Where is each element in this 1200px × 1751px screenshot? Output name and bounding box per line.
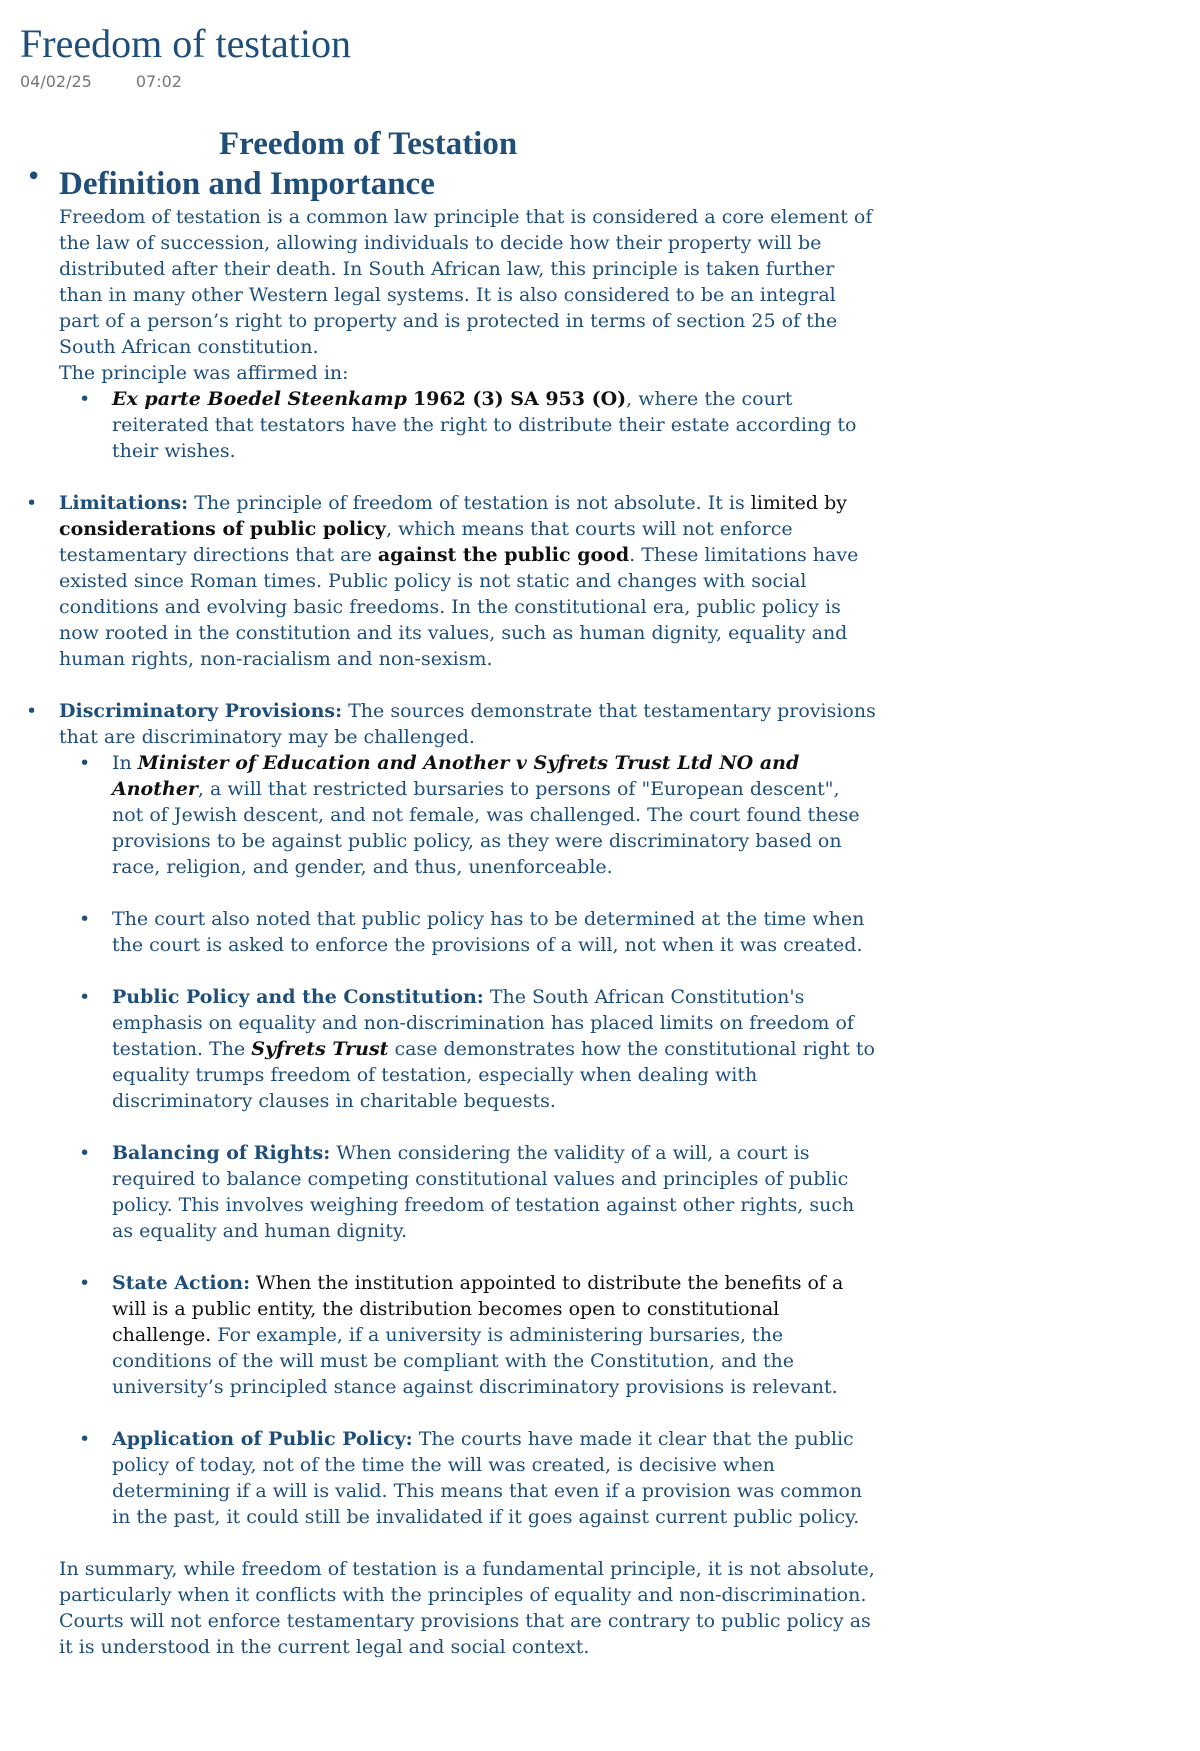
balancing-text: When considering the validity of a will, a court is required to balance competing constitutional values and principles of public policy. This involves weighing freedom of testation against other rights, such as equality and human dignity. [112, 1142, 855, 1242]
list-item-steenkamp [79, 386, 876, 464]
section-definition [26, 164, 876, 204]
section-limitations [26, 490, 876, 672]
application-label: Application of Public Policy: [112, 1428, 413, 1450]
limitations-bold-1: considerations of public policy [59, 518, 386, 540]
section-discriminatory [26, 698, 876, 750]
document-heading: Freedom of Testation [219, 126, 518, 162]
public-policy-text-1: The South African Constitution's emphasis on equality and non-discrimination has placed limits on freedom of testation. The [112, 986, 854, 1060]
limitations-text-1: The principle of freedom of testation is not absolute. It is [188, 492, 751, 514]
page-date: 04/02/25 [20, 72, 92, 91]
limitations-text-2: limited by [750, 492, 847, 514]
limitations-text-4: . These limitations have existed since Roman times. Public policy is not static and changes with social conditions and evolving basic freedoms. In the constitutional era, public policy is now rooted in the constitution and its values, such as human dignity, equality and human rights, non-racialism and non-sexism. [59, 544, 859, 670]
state-action-label: State Action: [112, 1272, 251, 1294]
definition-heading: • Definition and Importance [59, 166, 435, 202]
list-item-public-policy [79, 984, 876, 1114]
discriminatory-text: The sources demonstrate that testamentary provisions that are discriminatory may be challenged. [59, 700, 876, 748]
public-policy-label: Public Policy and the Constitution: [112, 986, 484, 1008]
discriminatory-label: Discriminatory Provisions: [59, 700, 343, 722]
minister-text: , a will that restricted bursaries to persons of "European descent", not of Jewish descent, and not female, was challenged. The court found these provisions to be against public policy, as they were discriminatory based on race, religion, and gender, and thus, unenforceable. [112, 778, 860, 878]
list-item-court-noted: • The court also noted that public policy has to be determined at the time when the court is asked to enforce the provisions of a will, not when it was created. [79, 906, 876, 958]
limitations-bold-2: against the public good [377, 544, 630, 566]
limitations-text-3: , which means that courts will not enforce testamentary directions that are [59, 518, 793, 566]
state-action-text-2: For example, if a university is administering bursaries, the conditions of the will must be compliant with the Constitution, and the university’s principled stance against discriminatory provisions is relevant. [112, 1324, 838, 1398]
case-name-steenkamp: Ex parte Boedel Steenkamp [112, 388, 407, 410]
minister-pre: In [112, 752, 138, 774]
public-policy-text-2: case demonstrates how the constitutional right to equality trumps freedom of testation, especially when dealing with discriminatory clauses in charitable bequests. [112, 1038, 875, 1112]
case-name-syfrets: Syfrets Trust [251, 1038, 389, 1060]
affirmed-intro: The principle was affirmed in: [59, 362, 349, 384]
summary-paragraph: In summary, while freedom of testation is a fundamental principle, it is not absolute, particularly when it conflicts with the principles of equality and non-discrimination. Courts will not enforce testamentary provisions that are contrary to public policy as it is understood in the current legal and social context. [59, 1558, 875, 1658]
definition-paragraph: Freedom of testation is a common law principle that is considered a core element of the law of succession, allowing individuals to decide how their property will be distributed after their death. In South African law, this principle is taken further than in many other Western legal systems. It is also considered to be an integral part of a person’s right to property and is protected in terms of section 25 of the South African constitution. [59, 206, 873, 358]
balancing-label: Balancing of Rights: [112, 1142, 331, 1164]
limitations-label: Limitations: [59, 492, 189, 514]
state-action-text-1: When the institution appointed to distribute the benefits of a will is a public entity, the distribution becomes open to constitutional challenge. [112, 1272, 844, 1346]
page-title: Freedom of testation [20, 21, 352, 66]
page-meta [20, 72, 182, 91]
note-content [26, 124, 876, 1660]
list-item-application [79, 1426, 876, 1530]
list-item-balancing [79, 1140, 876, 1244]
list-item-state-action [79, 1270, 876, 1400]
case-name-minister: Minister of Education and Another v Syfrets Trust Ltd NO and Another [112, 752, 800, 800]
case-text-steenkamp: , where the court reiterated that testators have the right to distribute their estate according to their wishes. [112, 388, 857, 462]
application-text: The courts have made it clear that the public policy of today, not of the time the will was created, is decisive when determining if a will is valid. This means that even if a provision was common in the past, it could still be invalidated if it goes against current public policy. [112, 1428, 863, 1528]
list-item-minister [79, 750, 876, 880]
case-citation-steenkamp: 1962 (3) SA 953 (O) [412, 388, 627, 410]
page-time: 07:02 [135, 72, 182, 91]
